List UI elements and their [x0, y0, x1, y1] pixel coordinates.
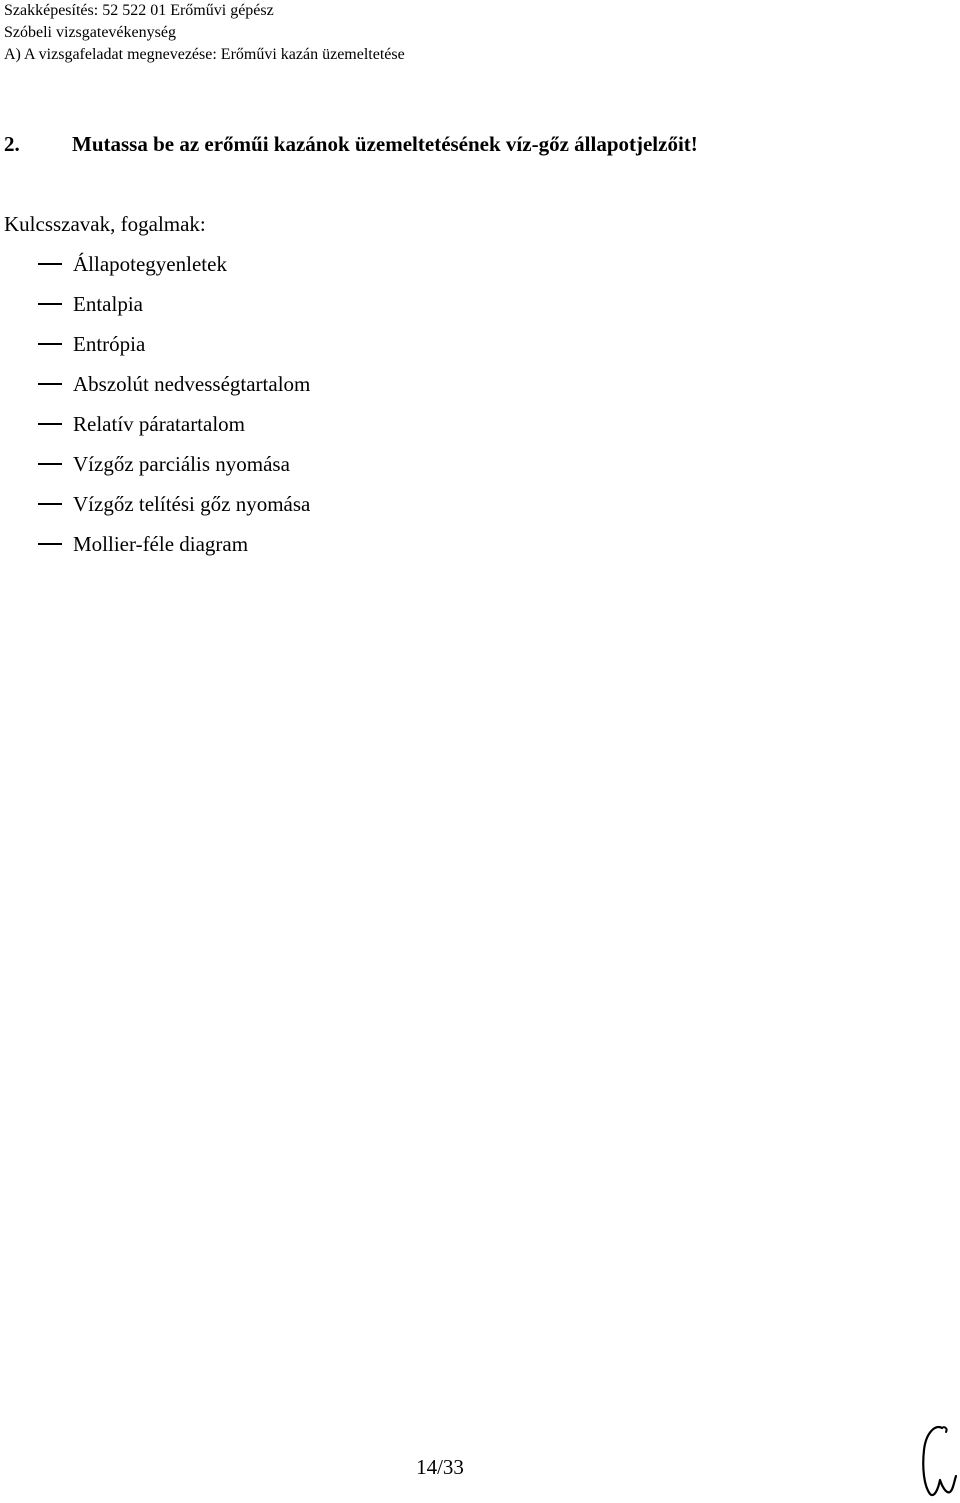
keyword-label: Entrópia: [73, 332, 146, 356]
keyword-label: Abszolút nedvességtartalom: [73, 372, 311, 396]
question-text: Mutassa be az erőműi kazánok üzemeltetésének víz-gőz állapotjelzőit!: [72, 132, 698, 156]
keyword-item: [38, 250, 310, 290]
header-exam-type: Szóbeli vizsgatevékenység: [4, 24, 176, 41]
dash-bullet-icon: [38, 463, 62, 465]
keyword-item: [38, 370, 310, 410]
dash-bullet-icon: [38, 383, 62, 385]
keyword-label: Relatív páratartalom: [73, 412, 246, 436]
keywords-title: Kulcsszavak, fogalmak:: [4, 212, 206, 236]
keyword-item: [38, 490, 310, 530]
keyword-list: [38, 250, 310, 570]
question-heading: [4, 132, 698, 157]
keyword-label: Vízgőz telítési gőz nyomása: [73, 492, 311, 516]
keyword-label: Entalpia: [73, 292, 143, 316]
document-header: [4, 0, 405, 66]
keyword-item: [38, 330, 310, 370]
keyword-label: Állapotegyenletek: [73, 252, 227, 276]
keyword-item: [38, 530, 310, 570]
dash-bullet-icon: [38, 503, 62, 505]
keyword-item: [38, 450, 310, 490]
dash-bullet-icon: [38, 343, 62, 345]
dash-bullet-icon: [38, 263, 62, 265]
dash-bullet-icon: [38, 303, 62, 305]
signature-mark-icon: [918, 1420, 958, 1500]
page-number: 14/33: [416, 1455, 464, 1479]
keyword-label: Vízgőz parciális nyomása: [73, 452, 290, 476]
header-task-name: A) A vizsgafeladat megnevezése: Erőművi kazán üzemeltetése: [4, 46, 405, 63]
keyword-item: [38, 290, 310, 330]
keyword-item: [38, 410, 310, 450]
question-number: 2.: [4, 132, 20, 156]
header-qualification: Szakképesítés: 52 522 01 Erőművi gépész: [4, 2, 274, 19]
keyword-label: Mollier-féle diagram: [73, 532, 249, 556]
dash-bullet-icon: [38, 543, 62, 545]
dash-bullet-icon: [38, 423, 62, 425]
